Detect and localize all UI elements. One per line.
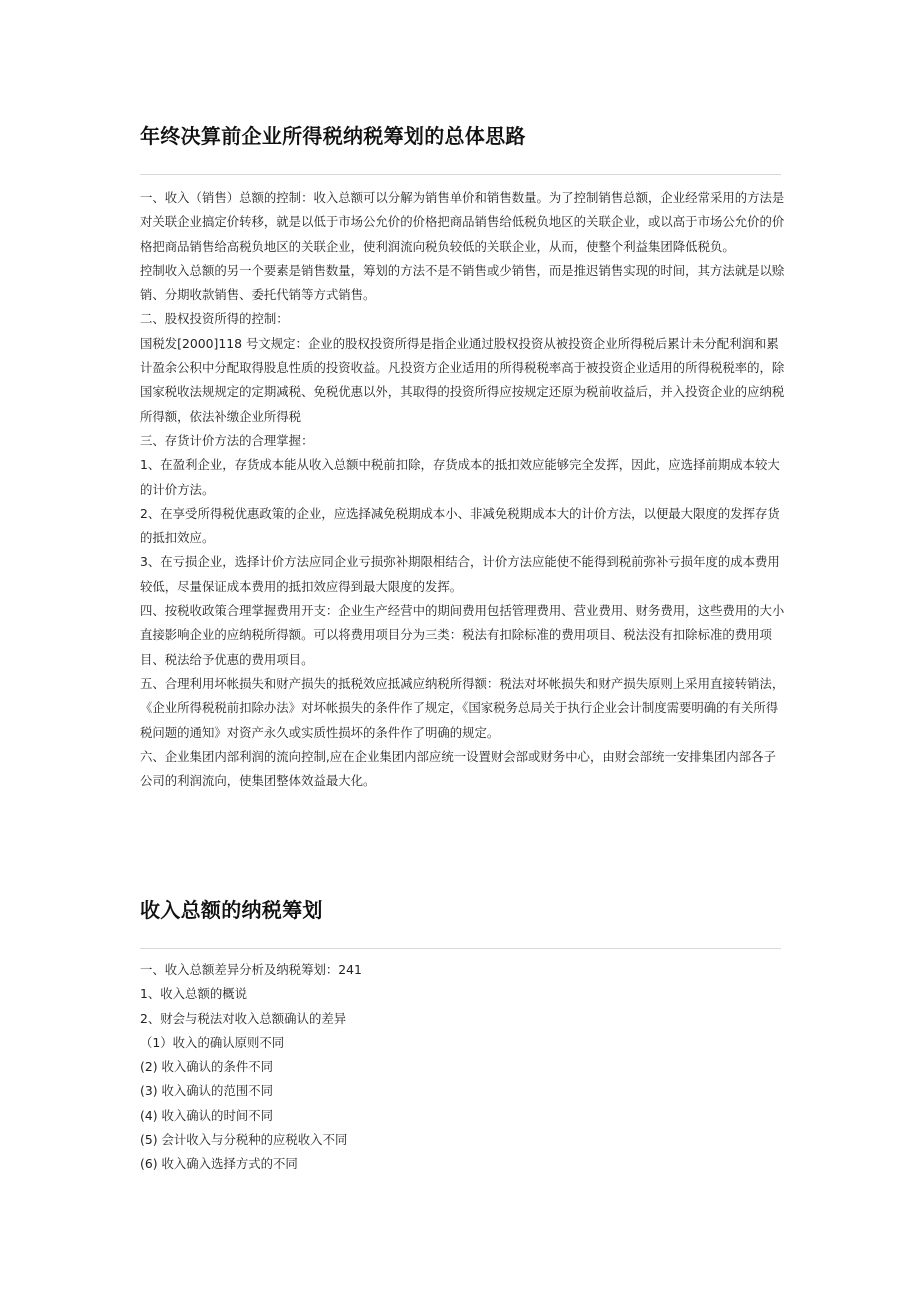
- paragraph: （1）收入的确认原则不同: [140, 1034, 285, 1050]
- paragraph: 五、合理利用坏帐损失和财产损失的抵税效应抵减应纳税所得额：税法对坏帐损失和财产损失原则上采用直接转销法，《企业所得税税前扣除办法》对坏帐损失的条件作了规定，《国家税务总局关于执行企业会计制度需要明确的有关所得税问题的通知》对资产永久或实质性损坏的条件作了明确的规定。: [140, 675, 785, 740]
- paragraph: 2、财会与税法对收入总额确认的差异: [140, 1010, 347, 1026]
- paragraph: (6) 收入确入选择方式的不同: [140, 1156, 298, 1172]
- paragraph: 控制收入总额的另一个要素是销售数量，筹划的方法不是不销售或少销售，而是推迟销售实现的时间，其方法就是以赊销、分期收款销售、委托代销等方式销售。: [140, 262, 785, 303]
- paragraph: (3) 收入确认的范围不同: [140, 1083, 274, 1099]
- section-body: [140, 186, 785, 793]
- paragraph: 1、在盈利企业，存货成本能从收入总额中税前扣除，存货成本的抵扣效应能够完全发挥，因此，应选择前期成本较大的计价方法。: [140, 457, 780, 497]
- section-title: 年终决算前企业所得税纳税筹划的总体思路: [140, 124, 526, 148]
- section-year-end-tax-planning: [140, 118, 785, 793]
- paragraph: (4) 收入确认的时间不同: [140, 1107, 274, 1123]
- paragraph: 一、收入总额差异分析及纳税筹划：241: [140, 962, 362, 977]
- paragraph: 二、股权投资所得的控制：: [140, 311, 289, 327]
- paragraph: 四、按税收政策合理掌握费用开支：企业生产经营中的期间费用包括管理费用、营业费用、财务费用，这些费用的大小直接影响企业的应纳税所得额。可以将费用项目分为三类：税法有扣除标准的费用项目、税法没有扣除标准的费用项目、税法给予优惠的费用项目。: [140, 603, 785, 667]
- paragraph: 国税发[2000]118 号文规定：企业的股权投资所得是指企业通过股权投资从被投资企业所得税后累计未分配利润和累计盈余公积中分配取得股息性质的投资收益。凡投资方企业适用的所得税税率高于被投资企业适用的所得税税率的，除国家税收法规规定的定期减税、免税优惠以外，其取得的投资所得应按规定还原为税前收益后，并入投资企业的应纳税所得额，依法补缴企业所得税: [140, 335, 785, 424]
- section-title: 收入总额的纳税筹划: [140, 898, 323, 922]
- paragraph: 1、收入总额的概说: [140, 986, 248, 1002]
- section-income-tax-planning: [140, 892, 785, 1177]
- paragraph: 一、收入（销售）总额的控制：收入总额可以分解为销售单价和销售数量。为了控制销售总额，企业经常采用的方法是对关联企业搞定价转移，就是以低于市场公允价的价格把商品销售给低税负地区的关联企业，或以高于市场公允价的价格把商品销售给高税负地区的关联企业，使利润流向税负较低的关联企业，从而，使整个利益集团降低税负。: [140, 190, 785, 254]
- paragraph: 三、存货计价方法的合理掌握：: [140, 432, 314, 448]
- paragraph: (5) 会计收入与分税种的应税收入不同: [140, 1132, 348, 1148]
- paragraph: 3、在亏损企业，选择计价方法应同企业亏损弥补期限相结合，计价方法应能使不能得到税前弥补亏损年度的成本费用较低，尽量保证成本费用的抵扣效应得到最大限度的发挥。: [140, 554, 780, 594]
- divider: [140, 174, 781, 175]
- paragraph: 2、在享受所得税优惠政策的企业，应选择减免税期成本小、非减免税期成本大的计价方法，以便最大限度的发挥存货的抵扣效应。: [140, 505, 780, 546]
- paragraph: (2) 收入确认的条件不同: [140, 1059, 274, 1075]
- divider: [140, 948, 781, 949]
- paragraph: 六、企业集团内部利润的流向控制,应在企业集团内部应统一设置财会部或财务中心，由财会部统一安排集团内部各子公司的利润流向，使集团整体效益最大化。: [140, 748, 776, 789]
- section-body: [140, 958, 785, 1177]
